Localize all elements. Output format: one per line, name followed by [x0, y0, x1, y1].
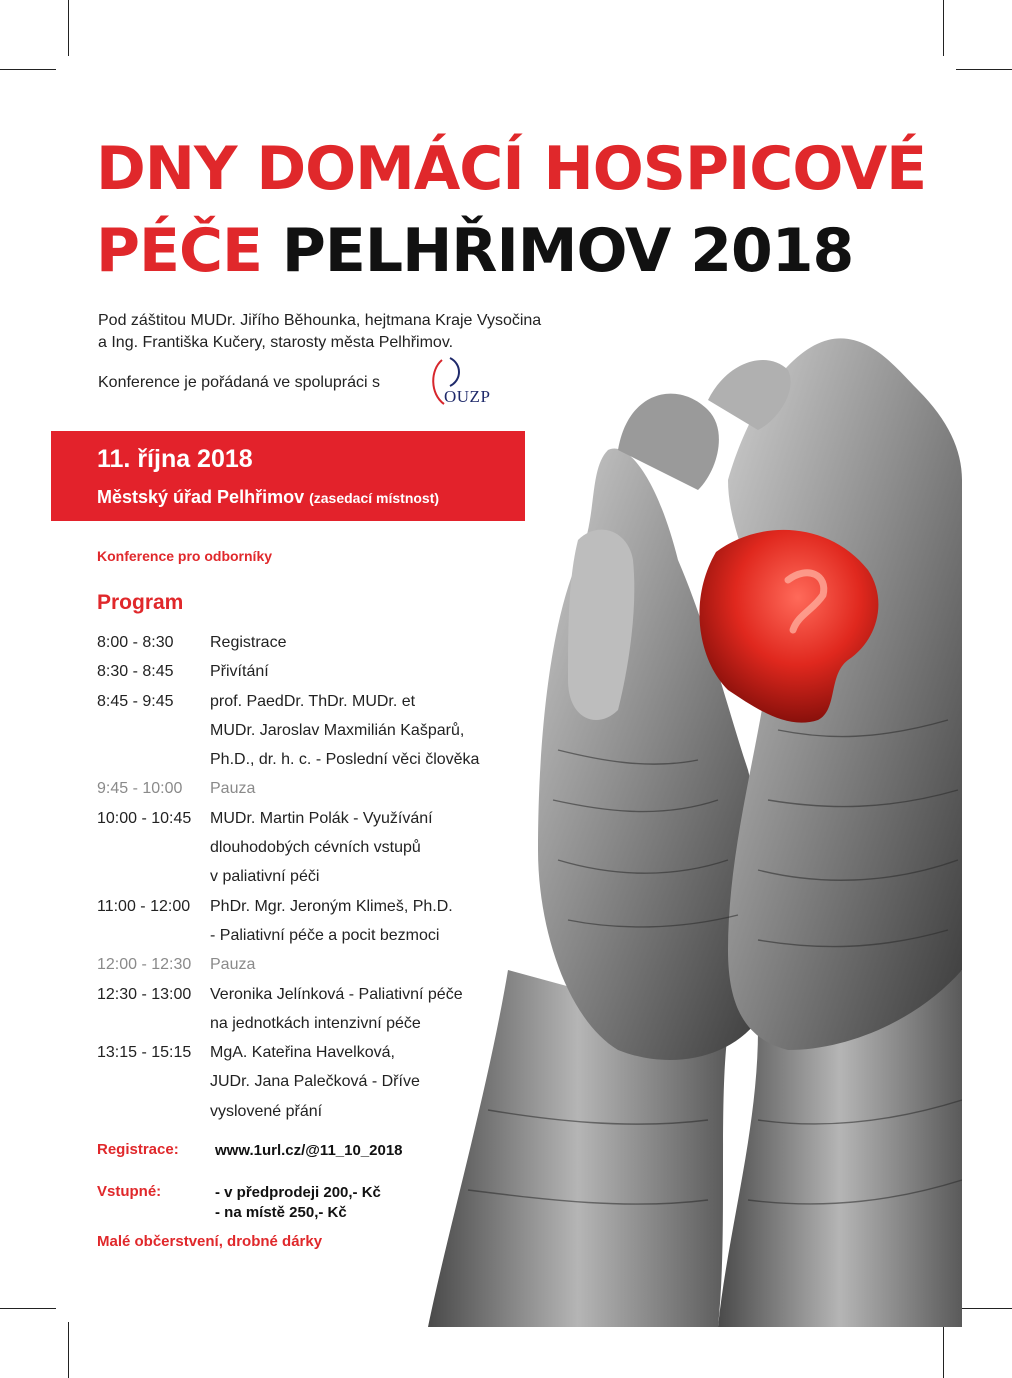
title-line2-red: PÉČE	[96, 216, 262, 286]
program-heading: Program	[97, 591, 184, 614]
program-description	[210, 980, 517, 1039]
ouzp-logo-text: OUZP	[444, 387, 491, 406]
venue-name: Městský úřad Pelhřimov	[97, 487, 305, 507]
patronage-line2: a Ing. Františka Kučery, starosty města Pelhřimov.	[98, 334, 454, 351]
crop-mark	[68, 1322, 69, 1378]
program-row	[97, 774, 517, 803]
program-description	[210, 950, 517, 979]
program-line: Pauza	[210, 780, 256, 798]
program-time: 11:00 - 12:00	[97, 897, 191, 915]
event-venue	[97, 487, 439, 508]
program-line: PhDr. Mgr. Jeroným Klimeš, Ph.D.	[210, 897, 453, 915]
program-line: MUDr. Martin Polák - Využívání	[210, 809, 433, 827]
audience-label: Konference pro odborníky	[97, 548, 273, 564]
admission-presale: - v předprodeji 200,- Kč	[215, 1184, 381, 1201]
title-line1: DNY DOMÁCÍ HOSPICOVÉ	[96, 134, 927, 204]
patronage-line1: Pod záštitou MUDr. Jiřího Běhounka, hejtmana Kraje Vysočina	[98, 312, 542, 329]
poster-title	[96, 128, 926, 292]
title-line2-black: PELHŘIMOV 2018	[281, 216, 854, 286]
event-date: 11. října 2018	[97, 445, 253, 473]
program-list	[97, 628, 517, 1126]
program-description	[210, 892, 517, 951]
program-description	[210, 657, 517, 686]
program-line: vyslovené přání	[210, 1102, 323, 1120]
program-description	[210, 1038, 517, 1126]
program-line: MUDr. Jaroslav Maxmilián Kašparů,	[210, 721, 465, 739]
crop-mark	[0, 1308, 56, 1309]
crop-mark	[956, 69, 1012, 70]
patronage-text	[98, 310, 541, 354]
program-line: Pauza	[210, 956, 256, 974]
crop-mark	[943, 1322, 944, 1378]
program-row	[97, 980, 517, 1039]
program-line: Registrace	[210, 634, 287, 651]
program-description	[210, 628, 517, 657]
admission-prices	[215, 1183, 381, 1223]
program-row	[97, 892, 517, 951]
registration-label: Registrace:	[97, 1141, 179, 1158]
event-banner	[51, 431, 525, 521]
extras-note: Malé občerstvení, drobné dárky	[97, 1233, 323, 1250]
program-time: 12:30 - 13:00	[97, 985, 192, 1003]
program-line: Veronika Jelínková - Paliativní péče	[210, 985, 463, 1003]
admission-label: Vstupné:	[97, 1183, 162, 1200]
program-time: 8:00 - 8:30	[97, 634, 174, 651]
program-time: 8:30 - 8:45	[97, 663, 174, 681]
program-line: dlouhodobých cévních vstupů	[210, 839, 421, 857]
program-time: 13:15 - 15:15	[97, 1044, 192, 1062]
crop-mark	[0, 69, 56, 70]
program-description	[210, 774, 517, 803]
program-time: 9:45 - 10:00	[97, 780, 183, 798]
program-description	[210, 687, 517, 775]
crop-mark	[956, 1308, 1012, 1309]
program-line: Přivítání	[210, 663, 269, 681]
program-row	[97, 628, 517, 657]
crop-mark	[68, 0, 69, 56]
venue-note: (zasedací místnost)	[309, 490, 440, 506]
program-time: 12:00 - 12:30	[97, 956, 192, 974]
program-line: na jednotkách intenzivní péče	[210, 1014, 421, 1032]
program-line: MgA. Kateřina Havelková,	[210, 1044, 395, 1062]
program-time: 10:00 - 10:45	[97, 809, 192, 827]
registration-info	[97, 1141, 403, 1161]
admission-onsite: - na místě 250,- Kč	[215, 1204, 347, 1221]
registration-link[interactable]: www.1url.cz/@11_10_2018	[215, 1142, 403, 1159]
program-time: 8:45 - 9:45	[97, 692, 174, 710]
program-description	[210, 804, 517, 892]
program-line: - Paliativní péče a pocit bezmoci	[210, 926, 440, 944]
program-line: v paliativní péči	[210, 868, 320, 886]
program-row	[97, 950, 517, 979]
program-row	[97, 1038, 517, 1126]
crop-mark	[943, 0, 944, 56]
program-line: Ph.D., dr. h. c. - Poslední věci člověka	[210, 751, 480, 769]
program-row	[97, 687, 517, 775]
program-row	[97, 804, 517, 892]
program-line: JUDr. Jana Palečková - Dříve	[210, 1073, 420, 1091]
admission-info	[97, 1183, 381, 1223]
program-line: prof. PaedDr. ThDr. MUDr. et	[210, 692, 416, 710]
cooperation-text: Konference je pořádaná ve spolupráci s	[98, 374, 380, 391]
program-row	[97, 657, 517, 686]
